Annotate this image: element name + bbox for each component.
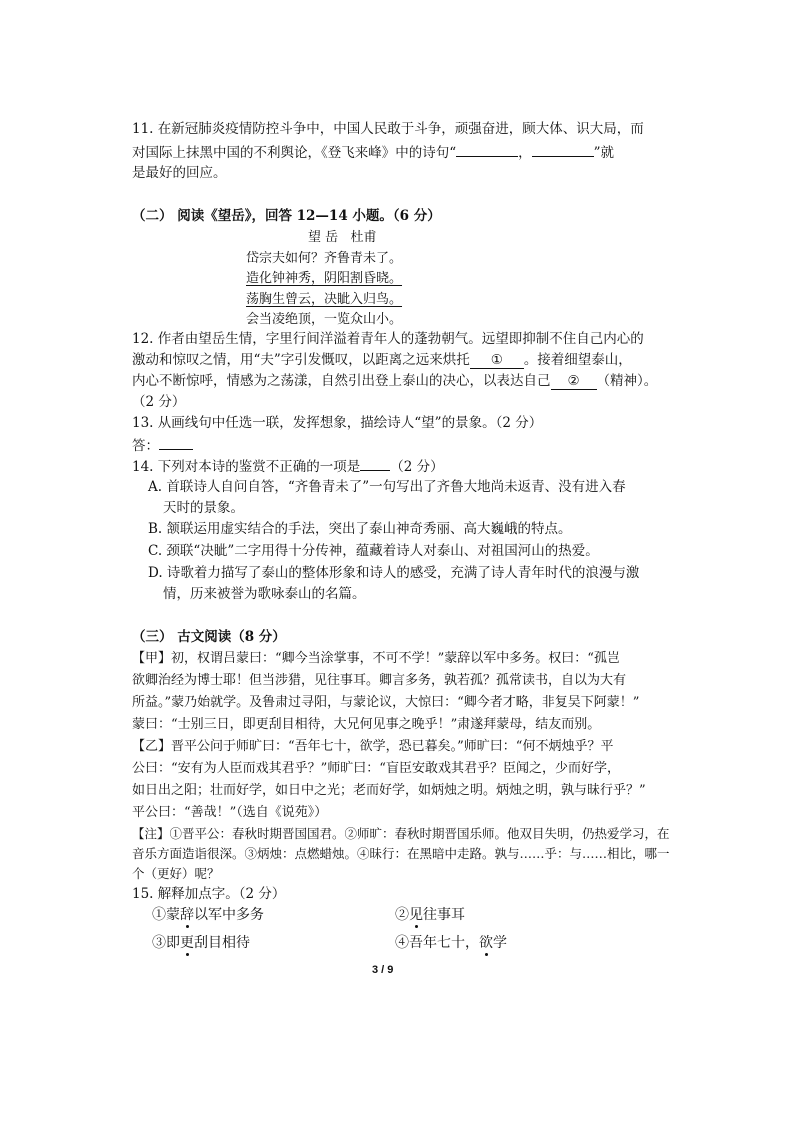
- poem-line-3: 荡胸生曾云，决眦入归鸟。: [246, 292, 403, 307]
- q12-text-c: 内心不断惊呼，情感为之荡漾，自然引出登上泰山的决心，以表达自己: [132, 373, 551, 389]
- q14-option-a-line-1: A. 首联诗人自问自答，“齐鲁青未了”一句写出了齐鲁大地尚未返青、没有进入春: [148, 479, 626, 495]
- poem-title-text: 望 岳: [308, 230, 339, 245]
- yi-line-4: 平公曰：“善哉！”（选自《说苑》）: [132, 805, 328, 820]
- yi-line-2: 公曰：“安有为人臣而戏其君乎？”师旷曰：“盲臣安敢戏其君乎？臣闻之，少而好学，: [132, 761, 620, 776]
- q12-line-1: 12. 作者由望岳生情，字里行间洋溢着青年人的蓬勃朝气。远望即抑制不住自己内心的: [132, 331, 644, 347]
- q15-stem: 15. 解释加点字。（2 分）: [132, 886, 286, 902]
- q14-option-d-line-2: 情，历来被誉为歌咏泰山的名篇。: [163, 586, 366, 602]
- q15-item-2-num: ②: [395, 907, 409, 923]
- poem-author: 杜甫: [350, 230, 377, 245]
- q11-blank-2[interactable]: [532, 143, 594, 157]
- q11-blank-1[interactable]: [456, 143, 518, 157]
- q15-item-2-key: 见: [409, 907, 423, 923]
- poem-line-1: 岱宗夫如何？齐鲁青未了。: [246, 251, 403, 266]
- q15-item-3: [152, 935, 250, 951]
- q14-stem-text: 14. 下列对本诗的鉴赏不正确的一项是: [132, 459, 361, 475]
- q14-answer-blank[interactable]: [360, 457, 390, 471]
- q15-item-4-post: 学: [493, 935, 507, 951]
- jia-line-4: 蒙曰：“士别三日，即更刮目相待，大兄何见事之晚乎！”肃遂拜蒙母，结友而别。: [132, 717, 601, 732]
- q15-item-4-key: 欲: [479, 935, 493, 951]
- q12-score: （2 分）: [132, 394, 186, 410]
- q14-option-b: B. 颔联运用虚实结合的手法，突出了泰山神奇秀丽、高大巍峨的特点。: [148, 521, 572, 537]
- section-3-heading: （三） 古文阅读（8 分）: [132, 629, 286, 645]
- q15-item-1-key: 辞: [180, 907, 194, 923]
- q11-text-b: ”就: [593, 145, 615, 161]
- poem-line-2: 造化钟神秀，阴阳割昏晓。: [246, 271, 403, 286]
- q14-option-c: C. 颈联“决眦”二字用得十分传神，蕴藏着诗人对泰山、对祖国河山的热爱。: [148, 543, 599, 559]
- q14-option-d-line-1: D. 诗歌着力描写了泰山的整体形象和诗人的感受，充满了诗人青年时代的浪漫与激: [148, 565, 640, 581]
- q11-sep: ，: [518, 145, 532, 161]
- q13-answer-blank[interactable]: [159, 436, 193, 450]
- q15-item-4: [395, 935, 507, 951]
- q15-item-4-pre: 吾年七十，: [409, 935, 479, 951]
- q11-line-3: 是最好的回应。: [132, 165, 227, 181]
- note-line-3: 个（更好）呢？: [132, 866, 220, 881]
- q15-item-3-num: ③: [152, 935, 166, 951]
- q13-answer: [132, 436, 193, 454]
- note-line-1: 【注】①晋平公：春秋时期晋国国君。②师旷：春秋时期晋国乐师。他双目失明，仍热爱学习，在: [132, 826, 670, 841]
- q12-text-d: （精神）。: [596, 373, 658, 389]
- section-2-heading: （二） 阅读《望岳》，回答 12—14 小题。（6 分）: [132, 208, 441, 224]
- page-number: 3 / 9: [372, 964, 394, 976]
- q15-item-1: [152, 907, 264, 923]
- q15-item-2-post: 往事耳: [423, 907, 465, 923]
- q15-item-2: [395, 907, 465, 923]
- q11-text-a: 对国际上抹黑中国的不利舆论，《登飞来峰》中的诗句“: [132, 145, 457, 161]
- q11-line-2: [132, 143, 614, 161]
- jia-line-2: 欲卿治经为博士耶！但当涉猎，见往事耳。卿言多务，孰若孤？孤常读书，自以为大有: [132, 673, 627, 688]
- q15-item-3-pre: 即: [166, 935, 180, 951]
- q15-item-1-num: ①: [152, 907, 166, 923]
- q15-item-3-post: 刮目相待: [194, 935, 250, 951]
- q15-item-4-num: ④: [395, 935, 409, 951]
- q12-text-a: 激动和惊叹之情，用“夫”字引发慨叹，以距离之远来烘托: [132, 352, 470, 368]
- q13-answer-label: 答：: [132, 438, 159, 454]
- yi-line-1: 【乙】晋平公问于师旷曰：“吾年七十，欲学，恐已暮矣。”师旷曰：“何不炳烛乎？平: [132, 739, 614, 754]
- q12-line-2: [132, 352, 632, 369]
- poem-title: [308, 230, 377, 246]
- yi-line-3: 如日出之阳；壮而好学，如日中之光；老而好学，如炳烛之明。炳烛之明，孰与昧行乎？”: [132, 783, 646, 798]
- q12-blank-1[interactable]: ①: [470, 352, 524, 369]
- q12-text-b: 。接着细望泰山，: [523, 352, 632, 368]
- poem-line-4: 会当凌绝顶，一览众山小。: [246, 312, 403, 327]
- q14-score: （2 分）: [390, 459, 444, 475]
- q14-stem: [132, 457, 444, 475]
- note-line-2: 音乐方面造诣很深。③炳烛：点燃蜡烛。④昧行：在黑暗中走路。孰与……乎：与……相比，哪一: [132, 846, 670, 861]
- q12-line-3: [132, 373, 657, 390]
- q15-item-3-key: 更: [180, 935, 194, 951]
- jia-line-1: 【甲】初，权谓吕蒙曰：“卿今当涂掌事，不可不学！”蒙辞以军中多务。权曰：“孤岂: [132, 651, 620, 666]
- q15-item-1-pre: 蒙: [166, 907, 180, 923]
- jia-line-3: 所益。”蒙乃始就学。及鲁肃过寻阳，与蒙论议，大惊曰：“卿今者才略，非复吴下阿蒙！”: [132, 695, 640, 710]
- q14-option-a-line-2: 天时的景象。: [163, 500, 244, 516]
- q13-stem: 13. 从画线句中任选一联，发挥想象，描绘诗人“望”的景象。（2 分）: [132, 415, 543, 431]
- q11-line-1: 11. 在新冠肺炎疫情防控斗争中，中国人民敢于斗争，顽强奋进，顾大体、识大局，而: [132, 121, 644, 137]
- q12-blank-2[interactable]: ②: [551, 373, 597, 390]
- q15-item-1-post: 以军中多务: [194, 907, 264, 923]
